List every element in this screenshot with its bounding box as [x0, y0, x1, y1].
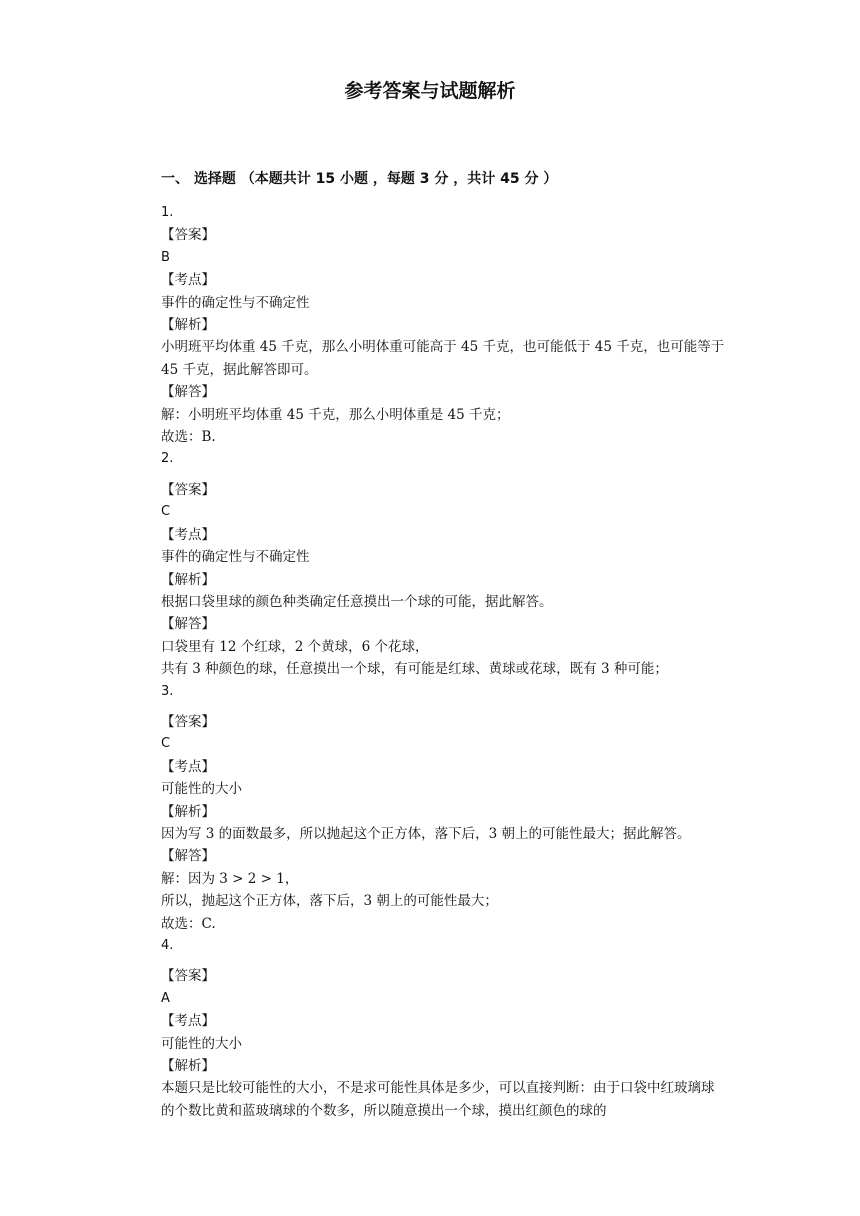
- question-number: 1.: [161, 205, 174, 220]
- point-label: 【考点】: [161, 758, 215, 775]
- answer-label: 【答案】: [161, 227, 215, 244]
- solution-line: 解：小明班平均体重 45 千克，那么小明体重是 45 千克；: [161, 406, 510, 423]
- answer-value: C: [161, 504, 171, 520]
- point-text: 可能性的大小: [161, 781, 242, 798]
- point-text: 可能性的大小: [161, 1035, 242, 1052]
- analysis-label: 【解析】: [161, 803, 215, 820]
- analysis-text: 根据口袋里球的颜色种类确定任意摸出一个球的可能，据此解答。: [161, 593, 553, 610]
- solution-line: 口袋里有 12 个红球，2 个黄球，6 个花球，: [161, 638, 429, 655]
- analysis-text: 小明班平均体重 45 千克，那么小明体重可能高于 45 千克，也可能低于 45 千克，也可能等于 45 千克，据此解答即可。: [161, 339, 725, 378]
- solution-label: 【解答】: [161, 848, 215, 865]
- section-heading: 一、 选择题 （本题共计 15 小题 ，每题 3 分 ，共计 45 分 ）: [161, 171, 558, 187]
- point-label: 【考点】: [161, 1013, 215, 1030]
- answer-value: B: [161, 249, 170, 265]
- point-text: 事件的确定性与不确定性: [161, 549, 310, 566]
- answer-label: 【答案】: [161, 968, 215, 985]
- point-label: 【考点】: [161, 272, 215, 289]
- solution-line: 故选：B.: [161, 429, 216, 446]
- solution-label: 【解答】: [161, 384, 215, 401]
- answer-value: A: [161, 990, 170, 1006]
- question-1: [161, 202, 726, 448]
- solution-line: 故选：C.: [161, 915, 216, 932]
- point-label: 【考点】: [161, 526, 215, 543]
- answer-body: [161, 202, 726, 1122]
- question-2: [161, 448, 726, 680]
- analysis-text: 本题只是比较可能性的大小，不是求可能性具体是多少，可以直接判断：由于口袋中红玻璃球的个数比黄和蓝玻璃球的个数多，所以随意摸出一个球，摸出红颜色的球的: [161, 1080, 715, 1119]
- analysis-label: 【解析】: [161, 317, 215, 334]
- question-number: 4.: [161, 938, 174, 953]
- question-number: 2.: [161, 451, 174, 467]
- answer-label: 【答案】: [161, 481, 215, 498]
- analysis-label: 【解析】: [161, 571, 215, 588]
- question-4: [161, 935, 726, 1122]
- answer-value: C: [161, 736, 171, 752]
- answer-label: 【答案】: [161, 713, 215, 730]
- solution-line: 解：因为 3 > 2 > 1，: [161, 870, 299, 887]
- solution-line: 共有 3 种颜色的球，任意摸出一个球，有可能是红球、黄球或花球，既有 3 种可能；: [161, 661, 668, 678]
- question-3: [161, 681, 726, 935]
- solution-label: 【解答】: [161, 616, 215, 633]
- analysis-label: 【解析】: [161, 1058, 215, 1075]
- solution-line: 所以，抛起这个正方体，落下后，3 朝上的可能性最大；: [161, 893, 498, 910]
- point-text: 事件的确定性与不确定性: [161, 294, 310, 311]
- question-number: 3.: [161, 683, 174, 699]
- page-title: 参考答案与试题解析: [344, 80, 516, 102]
- analysis-text: 因为写 3 的面数最多，所以抛起这个正方体，落下后，3 朝上的可能性最大；据此解答。: [161, 825, 691, 842]
